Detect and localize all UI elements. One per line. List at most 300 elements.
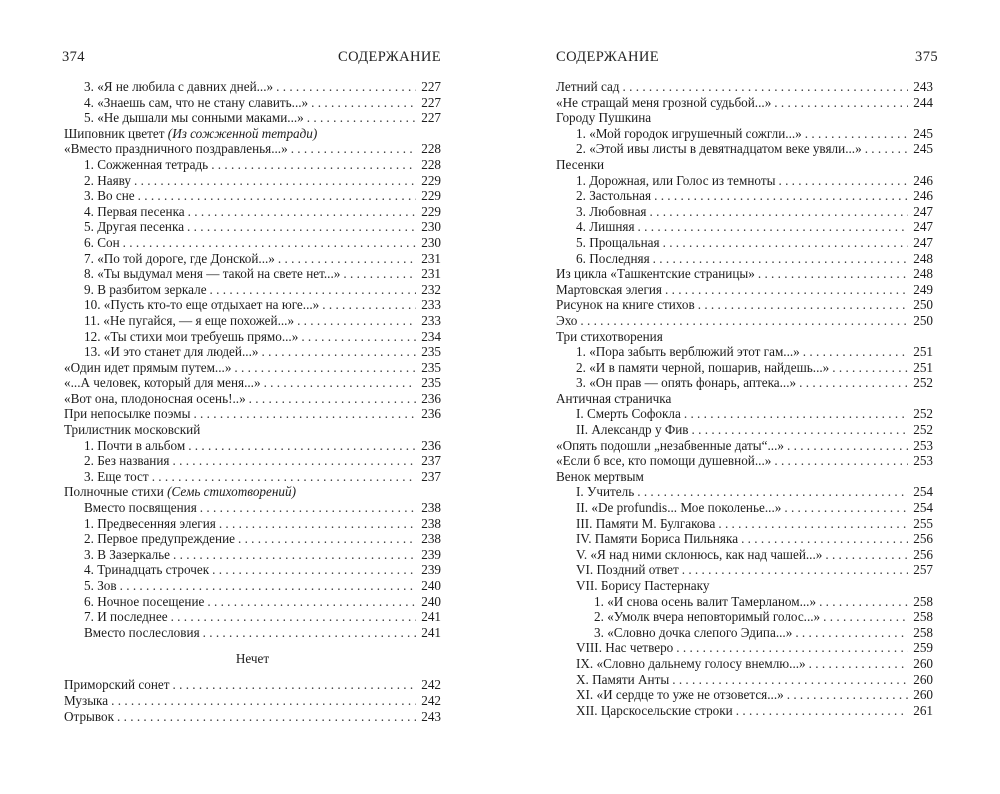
entry-title	[576, 672, 669, 688]
toc-entry	[556, 251, 933, 267]
dot-leader	[784, 500, 908, 516]
dot-leader	[278, 251, 416, 267]
entry-title	[64, 126, 317, 142]
toc-entry	[64, 484, 441, 500]
entry-title	[84, 313, 294, 329]
toc-entry	[64, 625, 441, 641]
entry-title-text: 3. Еще тост	[84, 468, 149, 484]
dot-leader	[291, 141, 416, 157]
dot-leader	[650, 204, 909, 220]
entry-title	[64, 406, 190, 422]
toc-list	[556, 79, 933, 718]
dot-leader	[297, 313, 416, 329]
entry-title	[84, 516, 216, 532]
entry-title	[84, 235, 120, 251]
entry-title	[84, 578, 117, 594]
dot-leader	[152, 469, 416, 485]
entry-title-text: X. Памяти Анты	[576, 671, 670, 687]
entry-title	[84, 594, 204, 610]
dot-leader	[774, 95, 908, 111]
entry-title	[84, 204, 185, 220]
toc-entry	[556, 235, 933, 251]
entry-title	[576, 126, 802, 142]
entry-title-text: 4. Первая песенка	[84, 203, 185, 219]
entry-page-number: 230	[421, 219, 441, 235]
entry-page-number: 258	[913, 609, 933, 625]
toc-entry	[556, 375, 933, 391]
toc-entry	[64, 693, 441, 709]
entry-title	[576, 375, 796, 391]
entry-title	[64, 709, 114, 725]
toc-entry	[64, 157, 441, 173]
entry-title-text: Городу Пушкина	[556, 110, 652, 126]
dot-leader	[171, 609, 416, 625]
entry-page-number: 248	[913, 250, 933, 266]
entry-title-text: 4. Лишняя	[576, 219, 635, 235]
entry-title-text: 5. Прощальная	[576, 234, 660, 250]
dot-leader	[261, 344, 416, 360]
dot-leader	[718, 516, 908, 532]
toc-entry	[64, 422, 441, 438]
toc-entry	[556, 640, 933, 656]
toc-entry	[556, 625, 933, 641]
running-head: СОДЕРЖАНИЕ	[556, 49, 659, 65]
entry-page-number: 228	[421, 156, 441, 172]
entry-title	[84, 562, 209, 578]
toc-entry	[556, 562, 933, 578]
entry-page-number: 238	[421, 515, 441, 531]
dot-leader	[787, 438, 908, 454]
entry-title-text: «Один идет прямым путем...»	[64, 359, 232, 375]
dot-leader	[663, 235, 908, 251]
entry-title	[84, 500, 197, 516]
entry-page-number: 239	[421, 562, 441, 578]
toc-entry	[556, 360, 933, 376]
toc-list	[64, 79, 441, 724]
toc-entry	[556, 188, 933, 204]
toc-entry	[64, 188, 441, 204]
entry-title-text: 12. «Ты стихи мои требуешь прямо...»	[84, 328, 299, 344]
entry-title-text: 1. Почти в альбом	[84, 437, 186, 453]
toc-entry	[64, 453, 441, 469]
entry-title	[576, 703, 733, 719]
entry-title-text: 13. «И это станет для людей...»	[84, 344, 259, 360]
entry-subtitle: (Из сожженной тетради)	[167, 125, 318, 141]
toc-entry	[64, 297, 441, 313]
entry-title-text: III. Памяти М. Булгакова	[576, 515, 716, 531]
entry-title	[576, 516, 715, 532]
entry-title	[64, 391, 246, 407]
entry-page-number: 235	[421, 344, 441, 360]
toc-entry	[556, 547, 933, 563]
toc-entry	[556, 656, 933, 672]
toc-entry	[64, 609, 441, 625]
toc-entry	[556, 204, 933, 220]
entry-page-number: 239	[421, 546, 441, 562]
dot-leader	[134, 173, 416, 189]
toc-entry	[64, 406, 441, 422]
toc-entry	[64, 204, 441, 220]
toc-entry	[64, 219, 441, 235]
dot-leader	[825, 547, 908, 563]
toc-entry	[64, 95, 441, 111]
dot-leader	[803, 344, 908, 360]
toc-entry	[556, 500, 933, 516]
entry-title-text: 6. Ночное посещение	[84, 593, 205, 609]
entry-title	[84, 173, 131, 189]
entry-page-number: 229	[421, 203, 441, 219]
entry-title	[84, 219, 184, 235]
page-number: 374	[62, 49, 85, 65]
entry-title-text: Вместо посвящения	[84, 500, 197, 516]
entry-title-text: 1. Сожженная тетрадь	[84, 156, 209, 172]
entry-page-number: 254	[913, 484, 933, 500]
entry-page-number: 252	[913, 422, 933, 438]
entry-page-number: 238	[421, 531, 441, 547]
entry-page-number: 261	[913, 702, 933, 718]
entry-page-number: 236	[421, 390, 441, 406]
entry-page-number: 233	[421, 312, 441, 328]
dot-leader	[249, 391, 416, 407]
dot-leader	[778, 173, 908, 189]
toc-entry	[64, 329, 441, 345]
toc-entry	[556, 110, 933, 126]
entry-title	[84, 531, 235, 547]
dot-leader	[787, 687, 908, 703]
entry-page-number: 243	[421, 708, 441, 724]
entry-title-text: V. «Я над ними склонюсь, как над чашей...»	[576, 546, 823, 562]
entry-title-text: «Не стращай меня грозной судьбой...»	[556, 94, 772, 110]
toc-entry	[64, 500, 441, 516]
dot-leader	[758, 266, 908, 282]
dot-leader	[682, 562, 908, 578]
entry-title	[576, 251, 650, 267]
dot-leader	[173, 547, 416, 563]
entry-title	[84, 438, 185, 454]
entry-page-number: 233	[421, 297, 441, 313]
toc-entry	[64, 438, 441, 454]
entry-page-number: 260	[913, 687, 933, 703]
entry-title	[84, 329, 298, 345]
entry-page-number: 241	[421, 624, 441, 640]
toc-entry	[556, 79, 933, 95]
dot-leader	[207, 594, 416, 610]
entry-page-number: 243	[913, 79, 933, 94]
entry-title-text: 2. Без названия	[84, 453, 170, 469]
dot-leader	[212, 562, 416, 578]
entry-title-text: Эхо	[556, 312, 578, 328]
dot-leader	[692, 422, 908, 438]
entry-title	[64, 693, 108, 709]
toc-entry	[64, 709, 441, 725]
entry-title	[576, 360, 829, 376]
entry-title	[576, 656, 806, 672]
toc-entry	[64, 79, 441, 95]
toc-entry	[556, 469, 933, 485]
dot-leader	[238, 531, 416, 547]
entry-title	[556, 391, 671, 407]
toc-entry	[556, 297, 933, 313]
toc-entry	[556, 266, 933, 282]
entry-title-text: Из цикла «Ташкентские страницы»	[556, 266, 755, 282]
entry-title-text: Мартовская элегия	[556, 281, 662, 297]
entry-title-text: 1. «Мой городок игрушечный сожгли...»	[576, 125, 802, 141]
entry-title-text: 2. «Умолк вчера неповторимый голос...»	[594, 609, 821, 625]
entry-page-number: 237	[421, 453, 441, 469]
entry-page-number: 240	[421, 578, 441, 593]
section-heading: Нечет	[235, 651, 270, 667]
toc-entry	[556, 391, 933, 407]
entry-title-text: 1. «И снова осень валит Тамерланом...»	[594, 593, 817, 609]
entry-title-text: VI. Поздний ответ	[576, 562, 679, 578]
entry-title-text: 5. Другая песенка	[84, 219, 185, 235]
entry-title	[576, 531, 738, 547]
entry-page-number: 236	[421, 406, 441, 422]
dot-leader	[698, 297, 908, 313]
dot-leader	[187, 219, 416, 235]
entry-title-text: 2. Застольная	[576, 188, 652, 204]
toc-entry	[64, 313, 441, 329]
entry-page-number: 227	[421, 110, 441, 126]
entry-title-text: 11. «Не пугайся, — я еще похожей...»	[84, 312, 295, 328]
dot-leader	[210, 282, 416, 298]
entry-title	[84, 344, 258, 360]
toc-entry	[556, 173, 933, 189]
entry-page-number: 230	[421, 234, 441, 250]
entry-title	[84, 609, 168, 625]
toc-entry	[64, 235, 441, 251]
entry-title	[556, 266, 755, 282]
entry-title	[556, 79, 620, 95]
dot-leader	[823, 609, 908, 625]
entry-title-text: 10. «Пусть кто-то еще отдыхает на юге...»	[84, 297, 320, 313]
entry-page-number: 245	[913, 141, 933, 157]
dot-leader	[264, 375, 416, 391]
toc-entry	[556, 422, 933, 438]
entry-title-text: 3. В Зазеркалье	[84, 546, 171, 562]
entry-title	[594, 625, 792, 641]
entry-title-text: 2. Первое предупреждение	[84, 531, 235, 547]
toc-entry	[64, 375, 441, 391]
entry-title-text: «Вот она, плодоносная осень!..»	[64, 390, 246, 406]
toc-entry	[556, 453, 933, 469]
entry-page-number: 252	[913, 406, 933, 422]
entry-page-number: 260	[913, 655, 933, 671]
entry-title-text: 3. «Я не любила с давних дней...»	[84, 79, 274, 94]
entry-page-number: 260	[913, 671, 933, 687]
entry-title	[576, 687, 784, 703]
entry-title	[556, 329, 663, 345]
entry-title-text: 4. Тринадцать строчек	[84, 562, 210, 578]
dot-leader	[138, 188, 416, 204]
toc-entry	[556, 329, 933, 345]
entry-title-text: 3. «Он прав — опять фонарь, аптека...»	[576, 375, 797, 391]
entry-page-number: 247	[913, 219, 933, 235]
entry-title	[556, 157, 604, 173]
entry-title-text: 3. Любовная	[576, 203, 647, 219]
dot-leader	[623, 79, 908, 95]
page-number: 375	[915, 49, 938, 65]
toc-entry	[556, 609, 933, 625]
entry-page-number: 235	[421, 359, 441, 375]
dot-leader	[301, 329, 416, 345]
entry-title-text: 7. И последнее	[84, 609, 168, 625]
entry-title	[84, 110, 304, 126]
toc-entry	[556, 703, 933, 719]
dot-leader	[111, 693, 416, 709]
toc-entry	[64, 282, 441, 298]
entry-page-number: 256	[913, 546, 933, 562]
toc-entry	[556, 157, 933, 173]
entry-title	[576, 204, 647, 220]
entry-title	[84, 547, 170, 563]
toc-entry	[556, 344, 933, 360]
entry-title-text: XII. Царскосельские строки	[576, 702, 733, 718]
entry-title	[84, 282, 207, 298]
entry-title	[64, 677, 170, 693]
entry-title	[84, 453, 170, 469]
entry-title-text: 8. «Ты выдумал меня — такой на свете нет...»	[84, 266, 341, 282]
dot-leader	[188, 438, 416, 454]
entry-page-number: 247	[913, 203, 933, 219]
dot-leader	[219, 516, 416, 532]
entry-title	[84, 79, 273, 95]
entry-title-text: 6. Сон	[84, 234, 120, 250]
entry-title	[556, 282, 662, 298]
toc-entry	[556, 687, 933, 703]
toc-entry	[64, 126, 441, 142]
dot-leader	[120, 578, 416, 594]
entry-page-number: 227	[421, 94, 441, 110]
entry-page-number: 253	[913, 437, 933, 453]
entry-title-text: «Опять подошли „незабвенные даты“...»	[556, 437, 784, 453]
dot-leader	[653, 251, 908, 267]
entry-page-number: 248	[913, 266, 933, 282]
entry-page-number: 240	[421, 593, 441, 609]
dot-leader	[311, 95, 416, 111]
entry-title	[84, 266, 340, 282]
entry-page-number: 259	[913, 640, 933, 656]
dot-leader	[188, 204, 416, 220]
entry-title	[84, 297, 319, 313]
entry-title	[84, 625, 200, 641]
dot-leader	[795, 625, 908, 641]
entry-page-number: 229	[421, 172, 441, 188]
entry-title-text: 3. «Словно дочка слепого Эдипа...»	[594, 624, 793, 640]
toc-entry	[556, 95, 933, 111]
entry-title-text: 9. В разбитом зеркале	[84, 281, 207, 297]
entry-title	[84, 95, 308, 111]
toc-entry	[556, 578, 933, 594]
entry-page-number: 252	[913, 375, 933, 391]
entry-title	[576, 500, 781, 516]
dot-leader	[774, 453, 908, 469]
entry-page-number: 229	[421, 188, 441, 204]
entry-title	[576, 640, 673, 656]
entry-title	[576, 173, 775, 189]
entry-page-number: 237	[421, 468, 441, 484]
entry-title	[576, 562, 679, 578]
entry-title-text: 1. «Пора забыть верблюжий этот гам...»	[576, 344, 800, 360]
entry-title	[576, 219, 635, 235]
entry-title-text: 5. «Не дышали мы сонными маками...»	[84, 110, 304, 126]
entry-page-number: 231	[421, 266, 441, 282]
toc-entry	[64, 677, 441, 693]
dot-leader	[200, 500, 416, 516]
entry-title	[576, 578, 709, 594]
entry-page-number: 227	[421, 79, 441, 94]
toc-entry	[64, 266, 441, 282]
entry-title	[64, 141, 288, 157]
entry-title-text: «Если б все, кто помощи душевной...»	[556, 453, 772, 469]
entry-page-number: 231	[421, 250, 441, 266]
entry-page-number: 247	[913, 234, 933, 250]
toc-entry	[64, 141, 441, 157]
entry-title-text: Античная страничка	[556, 390, 672, 406]
entry-page-number: 241	[421, 609, 441, 625]
entry-title-text: «...А человек, который для меня...»	[64, 375, 261, 391]
toc-entry	[64, 360, 441, 376]
toc-entry	[556, 282, 933, 298]
entry-title-text: II. Александр у Фив	[576, 422, 689, 438]
entry-title-text: 1. Предвесенняя элегия	[84, 515, 216, 531]
toc-entry	[556, 126, 933, 142]
entry-title	[64, 422, 200, 438]
running-head: СОДЕРЖАНИЕ	[338, 49, 441, 65]
toc-entry	[556, 438, 933, 454]
dot-leader	[819, 594, 908, 610]
entry-title-text: VII. Борису Пастернаку	[576, 578, 710, 593]
toc-entry	[556, 594, 933, 610]
dot-leader	[193, 406, 416, 422]
entry-title	[84, 469, 149, 485]
dot-leader	[805, 126, 908, 142]
entry-title-text: «Вместо праздничного поздравленья...»	[64, 141, 288, 157]
dot-leader	[307, 110, 416, 126]
entry-title	[84, 188, 135, 204]
dot-leader	[684, 406, 908, 422]
entry-subtitle: (Семь стихотворений)	[167, 484, 296, 500]
entry-title	[64, 375, 261, 391]
entry-title-text: Полночные стихи	[64, 484, 164, 500]
entry-page-number: 228	[421, 141, 441, 157]
dot-leader	[234, 360, 416, 376]
entry-title-text: Летний сад	[556, 79, 620, 94]
entry-title-text: Вместо послесловия	[84, 624, 200, 640]
dot-leader	[654, 188, 908, 204]
dot-leader	[865, 141, 908, 157]
entry-title-text: Трилистник московский	[64, 422, 201, 438]
entry-page-number: 251	[913, 344, 933, 360]
entry-title-text: Приморский сонет	[64, 677, 170, 693]
entry-title	[576, 235, 660, 251]
entry-page-number: 251	[913, 359, 933, 375]
entry-page-number: 257	[913, 562, 933, 578]
toc-entry	[64, 562, 441, 578]
dot-leader	[276, 79, 416, 95]
entry-page-number: 235	[421, 375, 441, 391]
toc-entry	[64, 469, 441, 485]
toc-entry	[556, 406, 933, 422]
entry-page-number: 253	[913, 453, 933, 469]
toc-entry	[64, 391, 441, 407]
entry-page-number: 242	[421, 677, 441, 693]
entry-title	[556, 95, 771, 111]
entry-page-number: 256	[913, 531, 933, 547]
dot-leader	[211, 157, 416, 173]
entry-page-number: 234	[421, 328, 441, 344]
toc-entry	[64, 344, 441, 360]
